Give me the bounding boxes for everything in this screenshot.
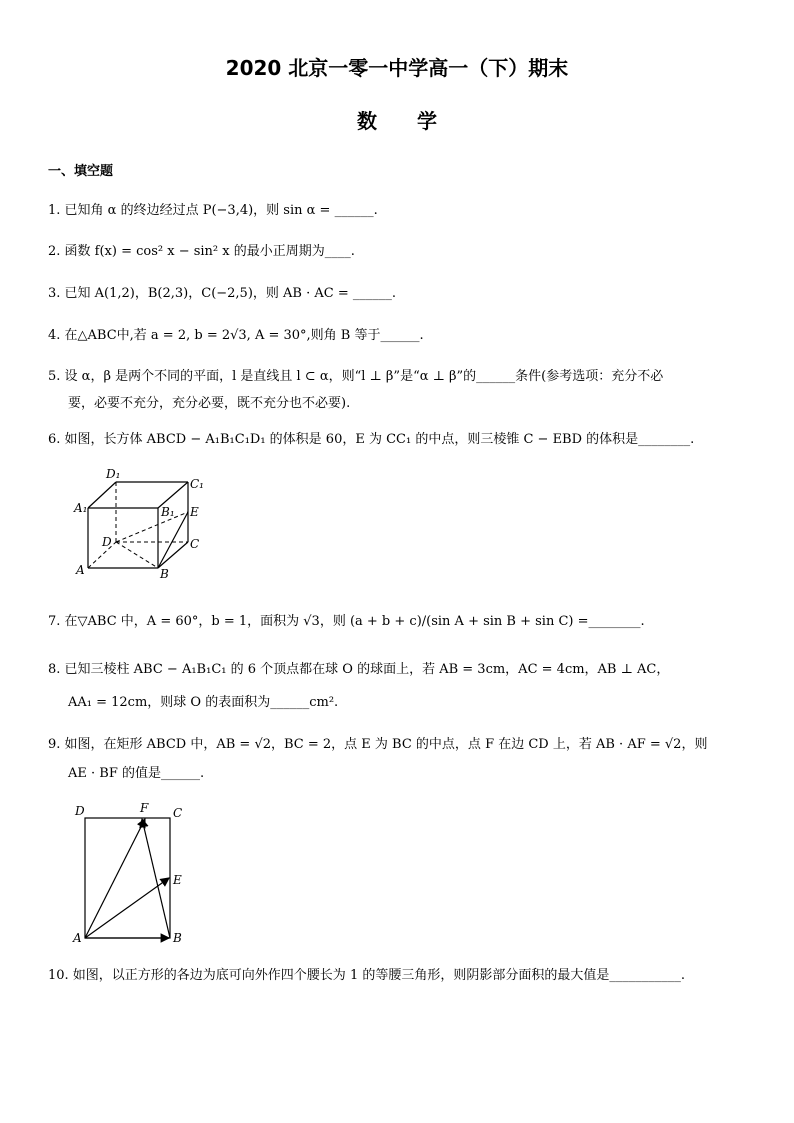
edge-bc <box>158 542 188 568</box>
question-1: 1. 已知角 α 的终边经过点 P(−3,4)，则 sin α = ______. <box>48 203 378 218</box>
subject-title: 数学 <box>357 109 477 133</box>
edge-a1d1 <box>88 482 116 508</box>
label-b1: B₁ <box>161 505 175 519</box>
vector-af <box>85 819 145 938</box>
label-f: F <box>140 801 149 815</box>
label-d: D <box>75 804 85 818</box>
vector-bf <box>142 819 170 938</box>
edge-de <box>116 512 188 542</box>
rectangle-figure <box>70 800 200 950</box>
question-5-line1: 5. 设 α，β 是两个不同的平面，l 是直线且 l ⊂ α，则“l ⊥ β”是“α ⊥ β”的______条件(参考选项：充分不必 <box>48 369 664 384</box>
label-d: D <box>102 535 112 549</box>
label-d1: D₁ <box>106 467 121 481</box>
question-10: 10. 如图，以正方形的各边为底可向外作四个腰长为 1 的等腰三角形，则阴影部分面积的最大值是___________. <box>48 968 685 983</box>
label-a: A <box>73 931 82 945</box>
question-8-line2: AA₁ = 12cm，则球 O 的表面积为______cm². <box>68 695 339 710</box>
question-5-line2: 要，必要不充分，充分必要，既不充分也不必要). <box>68 396 351 411</box>
label-c: C <box>173 806 183 820</box>
cuboid-figure <box>70 464 210 584</box>
question-7: 7. 在▽ABC 中，A = 60°，b = 1，面积为 √3，则 (a + b + c)/(sin A + sin B + sin C) =________. <box>48 614 645 629</box>
page-title: 2020 北京一零一中学高一（下）期末 <box>225 56 569 80</box>
label-a1: A₁ <box>74 501 88 515</box>
section-heading: 一、填空题 <box>48 164 114 179</box>
label-a: A <box>76 563 85 577</box>
label-c: C <box>190 537 200 551</box>
vector-ae <box>85 878 169 938</box>
question-6: 6. 如图，长方体 ABCD − A₁B₁C₁D₁ 的体积是 60，E 为 CC₁ 的中点，则三棱锥 C − EBD 的体积是________. <box>48 432 695 447</box>
question-3: 3. 已知 A(1,2)，B(2,3)，C(−2,5)，则 AB · AC = ______. <box>48 286 396 301</box>
label-e: E <box>190 505 199 519</box>
question-9-line1: 9. 如图，在矩形 ABCD 中，AB = √2，BC = 2，点 E 为 BC 的中点，点 F 在边 CD 上，若 AB · AF = √2，则 <box>48 737 708 752</box>
label-c1: C₁ <box>190 477 204 491</box>
question-9-line2: AE · BF 的值是______. <box>68 766 205 781</box>
question-4: 4. 在△ABC中,若 a = 2, b = 2√3, A = 30°,则角 B 等于______. <box>48 328 424 343</box>
label-e: E <box>173 873 182 887</box>
question-8-line1: 8. 已知三棱柱 ABC − A₁B₁C₁ 的 6 个顶点都在球 O 的球面上，若 AB = 3cm，AC = 4cm，AB ⊥ AC， <box>48 662 670 677</box>
question-2: 2. 函数 f(x) = cos² x − sin² x 的最小正周期为____. <box>48 244 355 259</box>
label-b: B <box>173 931 182 945</box>
label-b: B <box>160 567 169 581</box>
edge-be <box>158 512 188 568</box>
rect-abcd <box>85 818 170 938</box>
edge-db <box>116 542 158 568</box>
